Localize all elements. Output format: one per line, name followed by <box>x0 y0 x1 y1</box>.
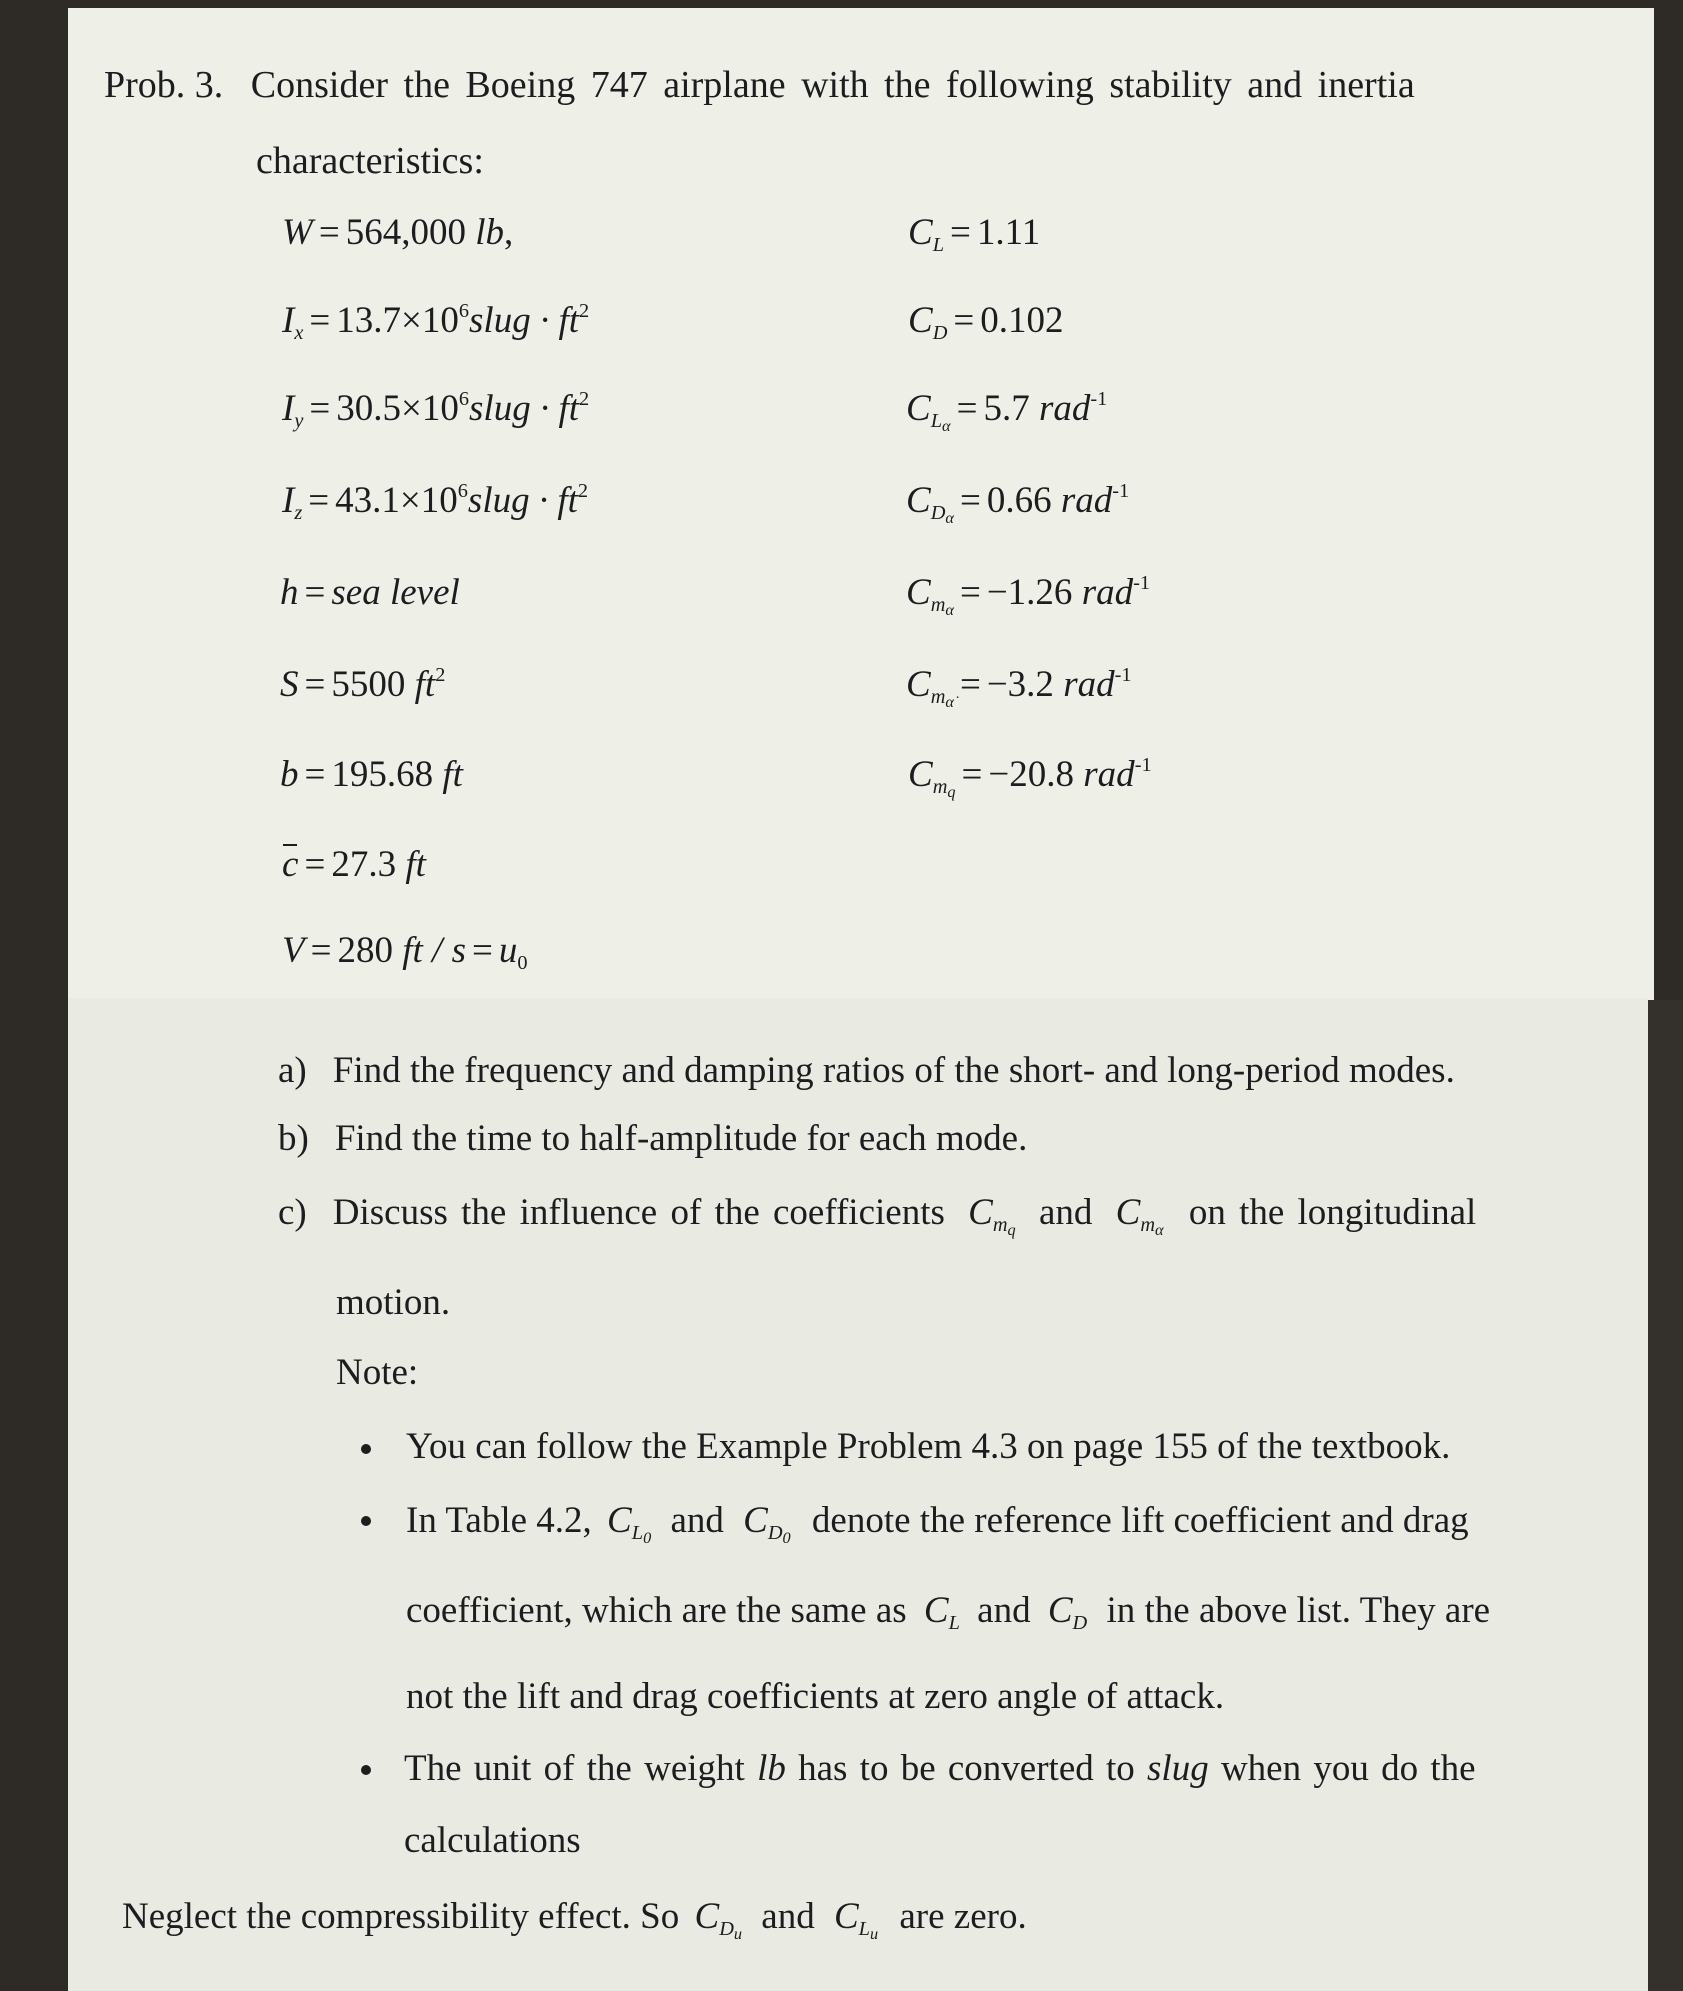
bullet-1 <box>361 1444 371 1454</box>
problem-intro-line2: characteristics: <box>256 140 484 182</box>
param-lift-curve-slope: $C_{L_\alpha} = 5.7$ rad$^{-1}$ <box>906 387 1108 436</box>
param-velocity: V = 280 ft / $s = u_0$ <box>282 930 528 975</box>
param-inertia-x: $I_x$ = $13.7\times 10^6slug \cdot ft^2$ <box>282 299 590 345</box>
note-bullet-1: You can follow the Example Problem 4.3 on page 155 of the textbook. <box>406 1426 1451 1467</box>
param-drag-alpha-derivative: $C_{D_\alpha} = 0.66$ rad$^{-1}$ <box>906 479 1130 528</box>
param-wingspan: b = 195.68 ft <box>280 754 463 795</box>
param-moment-alphadot-derivative: $C_{m_{\alphȧ}} = -3.2$ rad$^{-1}$ <box>906 663 1132 712</box>
question-a: a) Find the frequency and damping ratios of the short- and long-period modes. <box>278 1050 1455 1091</box>
param-weight: W = 564,000 lb, <box>282 212 514 253</box>
bullet-3 <box>361 1765 371 1775</box>
bullet-2 <box>361 1516 371 1526</box>
note-title: Note: <box>336 1352 419 1393</box>
param-wing-area: S = 5500 $ft^2$ <box>280 663 446 705</box>
param-lift-coefficient: $C_L = 1.11$ <box>908 212 1041 257</box>
problem-intro-line1: Consider the Boeing 747 airplane with the following stability and inertia <box>250 64 1415 106</box>
question-b: b) Find the time to half-amplitude for each mode. <box>278 1118 1028 1159</box>
param-drag-coefficient: $C_D = 0.102$ <box>908 300 1064 345</box>
footer-statement: Neglect the compressibility effect. So $C_{D_u}$ and $C_{L_u}$ are zero. <box>122 1896 1027 1944</box>
problem-label: Prob. 3. <box>104 64 224 106</box>
note-bullet-2-line1: In Table 4.2, $C_{L_0}$ and $C_{D_0}$ denote the reference lift coefficient and drag <box>406 1500 1469 1548</box>
param-moment-pitch-rate-derivative: $C_{m_q} = -20.8$ rad$^{-1}$ <box>908 753 1152 802</box>
note-bullet-2-line2: coefficient, which are the same as $C_L$ and $C_D$ in the above list. They are <box>406 1590 1491 1635</box>
question-c-continuation: motion. <box>336 1282 451 1323</box>
note-bullet-3-line2: calculations <box>404 1820 581 1861</box>
param-inertia-y: $I_y$ = $30.5\times 10^6slug \cdot ft^2$ <box>282 387 590 433</box>
param-inertia-z: $I_z$ = $43.1\times 10^6slug \cdot ft^2$ <box>282 479 589 525</box>
paper-edge-shadow <box>1648 1000 1683 1991</box>
note-bullet-3-line1: The unit of the weight lb has to be converted to slug when you do the <box>404 1748 1476 1789</box>
problem-heading <box>104 66 1415 104</box>
param-mean-chord: c = 27.3 ft <box>282 844 426 885</box>
param-altitude: h = sea level <box>280 572 460 613</box>
note-bullet-2-line3: not the lift and drag coefficients at zero angle of attack. <box>406 1676 1225 1717</box>
param-moment-alpha-derivative: $C_{m_\alpha} = -1.26$ rad$^{-1}$ <box>906 571 1151 620</box>
question-c: c) Discuss the influence of the coefficients $C_{m_q}$ and $C_{m_\alpha}$ on the longitudinal <box>278 1192 1477 1240</box>
